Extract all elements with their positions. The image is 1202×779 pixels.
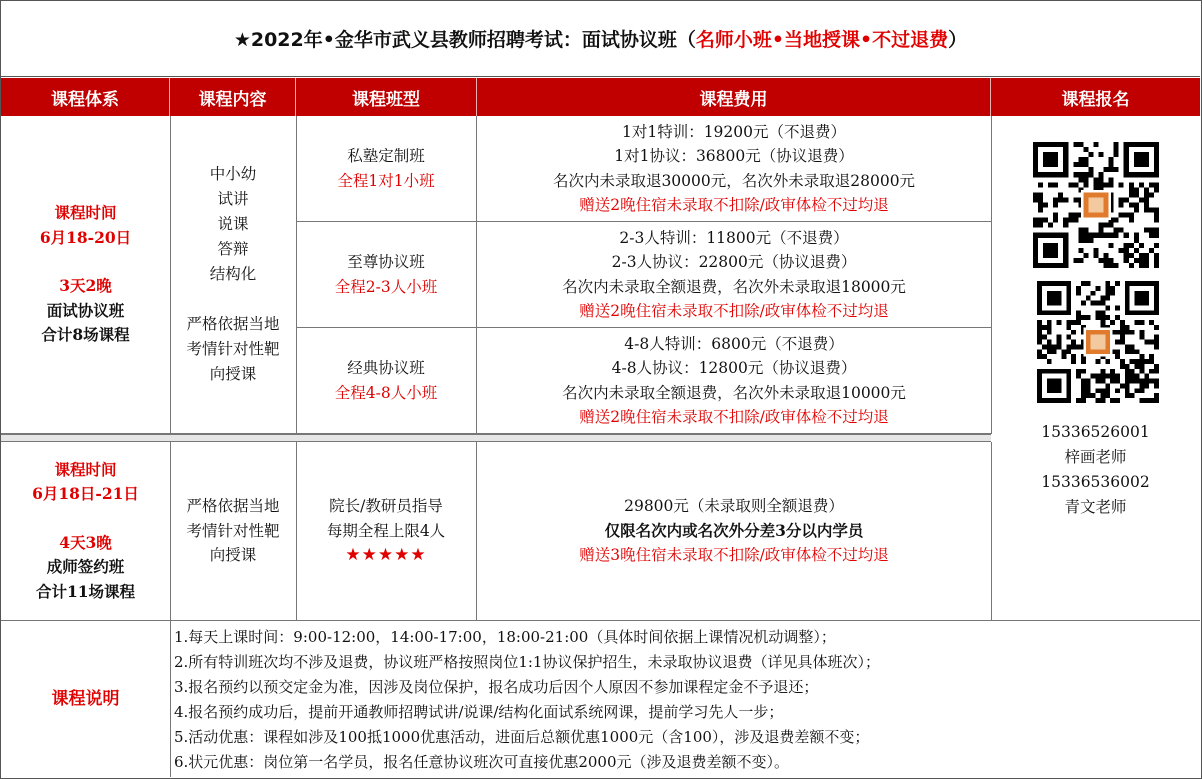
section2-time-label: 课程时间 bbox=[54, 459, 117, 479]
content-item: 试讲 bbox=[217, 190, 249, 208]
section2-total: 合计11场课程 bbox=[35, 581, 136, 601]
fee-condition: 仅限名次内或名次外分差3分以内学员 bbox=[604, 520, 864, 540]
contact-name: 梓画老师 bbox=[1064, 448, 1127, 466]
section2-duration: 4天3晚 bbox=[59, 532, 112, 552]
class-classic bbox=[296, 328, 477, 434]
section1-total: 合计8场课程 bbox=[41, 325, 130, 345]
fee-gift: 赠送2晚住宿未录取不扣除/政审体检不过均退 bbox=[579, 408, 889, 426]
section1-content bbox=[170, 116, 297, 434]
title-suffix: ） bbox=[948, 29, 968, 51]
title-prefix: ★2022年•金华市武义县教师招聘考试：面试协议班（ bbox=[233, 29, 696, 51]
section2-dates: 6月18日-21日 bbox=[32, 484, 139, 504]
content-item: 说课 bbox=[217, 215, 249, 233]
note-item: 2.所有特训班次均不涉及退费，协议班严格按照岗位1:1协议保护招生，未录取协议退费（详见具体班次）； bbox=[174, 653, 880, 671]
header-course-system: 课程体系 bbox=[1, 78, 170, 116]
contact-name: 青文老师 bbox=[1064, 498, 1127, 516]
note-item: 5.活动优惠：课程如涉及100抵1000优惠活动，进面后总额优惠1000元（含100），涉及退费差额不变； bbox=[174, 728, 870, 746]
fee-line: 2-3人特训：11800元（不退费） bbox=[619, 228, 849, 247]
fee-line: 4-8人协议：12800元（协议退费） bbox=[611, 359, 857, 377]
section1-duration: 3天2晚 bbox=[59, 276, 112, 296]
page-title bbox=[1, 1, 1200, 77]
class-line: 院长/教研员指导 bbox=[329, 497, 443, 516]
content-item: 答辩 bbox=[217, 240, 249, 258]
contact-info bbox=[991, 420, 1200, 520]
content-item: 向授课 bbox=[209, 546, 257, 565]
star-icon: ★★★★★ bbox=[345, 545, 427, 566]
qr-code-icon[interactable] bbox=[1037, 281, 1159, 403]
section1-system bbox=[1, 116, 171, 434]
class-private bbox=[296, 116, 477, 222]
fee-gift: 赠送2晚住宿未录取不扣除/政审体检不过均退 bbox=[579, 196, 889, 214]
section-divider bbox=[1, 434, 991, 442]
fee-supreme bbox=[477, 222, 992, 328]
section2-system bbox=[1, 442, 171, 621]
header-course-content: 课程内容 bbox=[170, 78, 296, 116]
section2-class-name: 成师签约班 bbox=[46, 557, 125, 577]
phone-number[interactable]: 15336526001 bbox=[1041, 423, 1150, 441]
class-sub: 全程1对1小班 bbox=[337, 171, 435, 190]
notes-label: 课程说明 bbox=[1, 621, 171, 777]
content-item: 考情针对性靶 bbox=[186, 521, 280, 540]
notes-list bbox=[171, 621, 1200, 777]
fee-line: 1对1协议：36800元（协议退费） bbox=[614, 147, 854, 165]
qr-code-icon[interactable] bbox=[1033, 142, 1159, 268]
fee-line: 29800元（未录取则全额退费） bbox=[624, 497, 844, 516]
content-item: 严格依据当地 bbox=[186, 497, 280, 516]
phone-number[interactable]: 15336536002 bbox=[1041, 473, 1150, 491]
fee-signed bbox=[477, 442, 992, 621]
fee-line: 名次内未录取全额退费，名次外未录取退10000元 bbox=[562, 383, 906, 402]
content-item: 考情针对性靶 bbox=[186, 340, 280, 358]
fee-line: 4-8人特训：6800元（不退费） bbox=[624, 334, 844, 353]
content-item: 严格依据当地 bbox=[186, 315, 280, 333]
note-item: 4.报名预约成功后，提前开通教师招聘试讲/说课/结构化面试系统网课，提前学习先人一步； bbox=[174, 703, 784, 721]
note-item: 3.报名预约以预交定金为准，因涉及岗位保护，报名成功后因个人原因不参加课程定金不予退还； bbox=[174, 678, 819, 696]
class-signed bbox=[296, 442, 477, 621]
class-line: 每期全程上限4人 bbox=[326, 521, 446, 540]
section2-content bbox=[170, 442, 297, 621]
enroll-column bbox=[991, 116, 1200, 621]
note-item: 6.状元优惠：岗位第一名学员，报名任意协议班次可直接优惠2000元（涉及退费差额不变）。 bbox=[174, 753, 789, 771]
fee-classic bbox=[477, 328, 992, 434]
section1-dates: 6月18-20日 bbox=[39, 227, 132, 247]
title-highlight: 名师小班•当地授课•不过退费 bbox=[695, 29, 949, 51]
content-item: 结构化 bbox=[209, 265, 257, 283]
note-item: 1.每天上课时间：9:00-12:00，14:00-17:00，18:00-21:00（具体时间依据上课情况机动调整）； bbox=[174, 628, 836, 646]
content-item: 中小幼 bbox=[209, 165, 257, 183]
fee-line: 名次内未录取全额退费，名次外未录取退18000元 bbox=[562, 277, 906, 296]
fee-private bbox=[477, 116, 992, 222]
class-name: 至尊协议班 bbox=[347, 253, 425, 271]
header-class-type: 课程班型 bbox=[296, 78, 477, 116]
fee-line: 1对1特训：19200元（不退费） bbox=[621, 122, 847, 141]
class-name: 经典协议班 bbox=[347, 359, 425, 377]
header-enroll: 课程报名 bbox=[991, 78, 1200, 116]
fee-line: 名次内未录取退30000元，名次外未录取退28000元 bbox=[552, 171, 916, 190]
fee-gift: 赠送2晚住宿未录取不扣除/政审体检不过均退 bbox=[579, 302, 889, 320]
content-item: 向授课 bbox=[209, 365, 257, 383]
class-sub: 全程4-8人小班 bbox=[334, 383, 438, 402]
header-course-fee: 课程费用 bbox=[477, 78, 991, 116]
fee-gift: 赠送3晚住宿未录取不扣除/政审体检不过均退 bbox=[579, 546, 889, 565]
class-name: 私塾定制班 bbox=[347, 147, 425, 165]
class-sub: 全程2-3人小班 bbox=[334, 277, 438, 296]
section1-time-label: 课程时间 bbox=[54, 203, 117, 223]
class-supreme bbox=[296, 222, 477, 328]
fee-line: 2-3人协议：22800元（协议退费） bbox=[611, 253, 857, 271]
section1-class-name: 面试协议班 bbox=[46, 300, 125, 320]
